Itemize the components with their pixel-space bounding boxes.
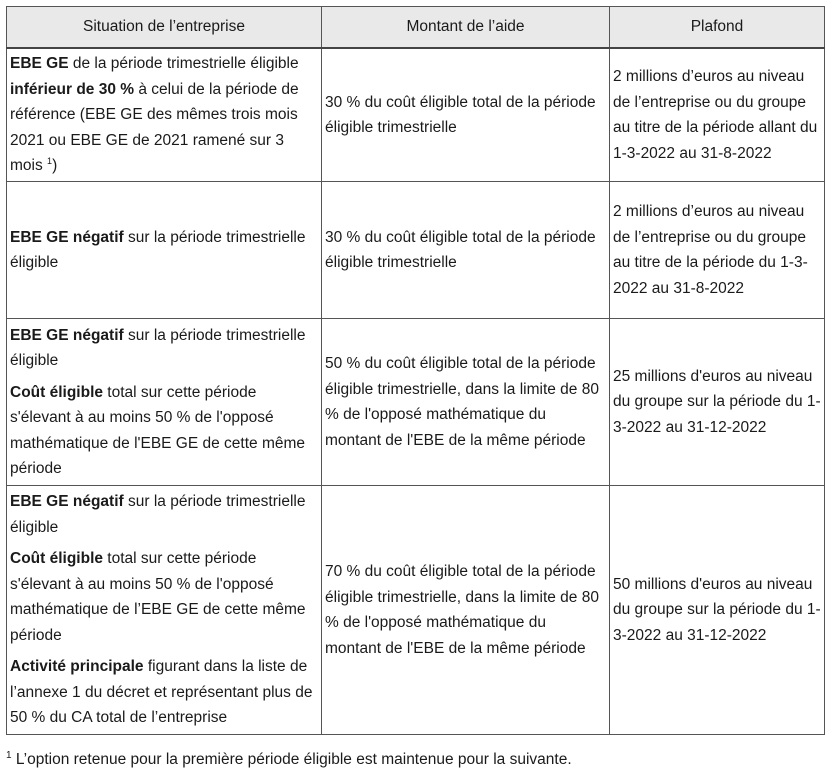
- plafond-cell: 2 millions d’euros au niveau de l’entreprise ou du groupe au titre de la période allant du 1-3-2022 au 31-8-2022: [610, 48, 825, 182]
- plafond-cell: 2 millions d’euros au niveau de l’entreprise ou du groupe au titre de la période du 1-3-2022 au 31-8-2022: [610, 182, 825, 319]
- situation-cell: [7, 319, 322, 486]
- situation-cell: [7, 48, 322, 182]
- text-run: sur la période trimestrielle éligible: [10, 326, 306, 369]
- situation-cell: [7, 486, 322, 735]
- plafond-cell: 25 millions d'euros au niveau du groupe sur la période du 1-3-2022 au 31-12-2022: [610, 319, 825, 486]
- bold-term: EBE GE négatif: [10, 493, 124, 511]
- text-run: sur la période trimestrielle éligible: [10, 493, 306, 536]
- text-run: de la période trimestrielle éligible: [68, 55, 299, 73]
- situation-paragraph: [10, 546, 318, 648]
- text-run: figurant dans la liste de l’annexe 1 du décret et représentant plus de 50 % du CA total de l’entreprise: [10, 658, 313, 727]
- footnote-text: L’option retenue pour la première période éligible est maintenue pour la suivante.: [11, 751, 572, 768]
- bold-term: EBE GE: [10, 55, 69, 73]
- text-run: sur la période trimestrielle éligible: [10, 228, 306, 271]
- situation-paragraph: [10, 323, 318, 374]
- bold-term: Coût éligible: [10, 550, 103, 568]
- montant-cell: 50 % du coût éligible total de la période éligible trimestrielle, dans la limite de 80 % de l'opposé mathématique du montant de l'EBE de la même période: [322, 319, 610, 486]
- montant-cell: 70 % du coût éligible total de la période éligible trimestrielle, dans la limite de 80 % de l'opposé mathématique du montant de l'EBE de la même période: [322, 486, 610, 735]
- situation-paragraph: [10, 51, 318, 179]
- situation-cell: [7, 182, 322, 319]
- bold-term: inférieur de 30 %: [10, 80, 135, 98]
- situation-paragraph: [10, 380, 318, 482]
- header-situation: Situation de l’entreprise: [7, 7, 322, 49]
- bold-term: EBE GE négatif: [10, 228, 124, 246]
- montant-cell: 30 % du coût éligible total de la période éligible trimestrielle: [322, 182, 610, 319]
- table-row: [7, 486, 825, 735]
- bold-term: Activité principale: [10, 658, 144, 676]
- text-run: total sur cette période s'élevant à au moins 50 % de l'opposé mathématique de l'EBE GE de cette même période: [10, 383, 306, 477]
- table-row: [7, 319, 825, 486]
- bold-term: EBE GE négatif: [10, 326, 124, 344]
- footnote-marker: 1: [6, 749, 12, 761]
- situation-paragraph: [10, 225, 318, 276]
- text-run: à celui de la période de référence (EBE GE des mêmes trois mois 2021 ou EBE GE de 2021 ramené sur 3 mois: [10, 80, 299, 175]
- footnote: [6, 750, 572, 770]
- situation-paragraph: [10, 489, 318, 540]
- table-header-row: [7, 7, 825, 49]
- footnote-ref: 1: [47, 156, 53, 167]
- table-row: [7, 48, 825, 182]
- text-run: ): [52, 157, 58, 175]
- aid-table: [6, 6, 825, 735]
- situation-paragraph: [10, 654, 318, 731]
- table-row: [7, 182, 825, 319]
- bold-term: Coût éligible: [10, 383, 103, 401]
- header-montant: Montant de l’aide: [322, 7, 610, 49]
- header-plafond: Plafond: [610, 7, 825, 49]
- plafond-cell: 50 millions d'euros au niveau du groupe sur la période du 1-3-2022 au 31-12-2022: [610, 486, 825, 735]
- montant-cell: 30 % du coût éligible total de la période éligible trimestrielle: [322, 48, 610, 182]
- text-run: total sur cette période s'élevant à au moins 50 % de l'opposé mathématique de l’EBE GE de cette même période: [10, 550, 306, 644]
